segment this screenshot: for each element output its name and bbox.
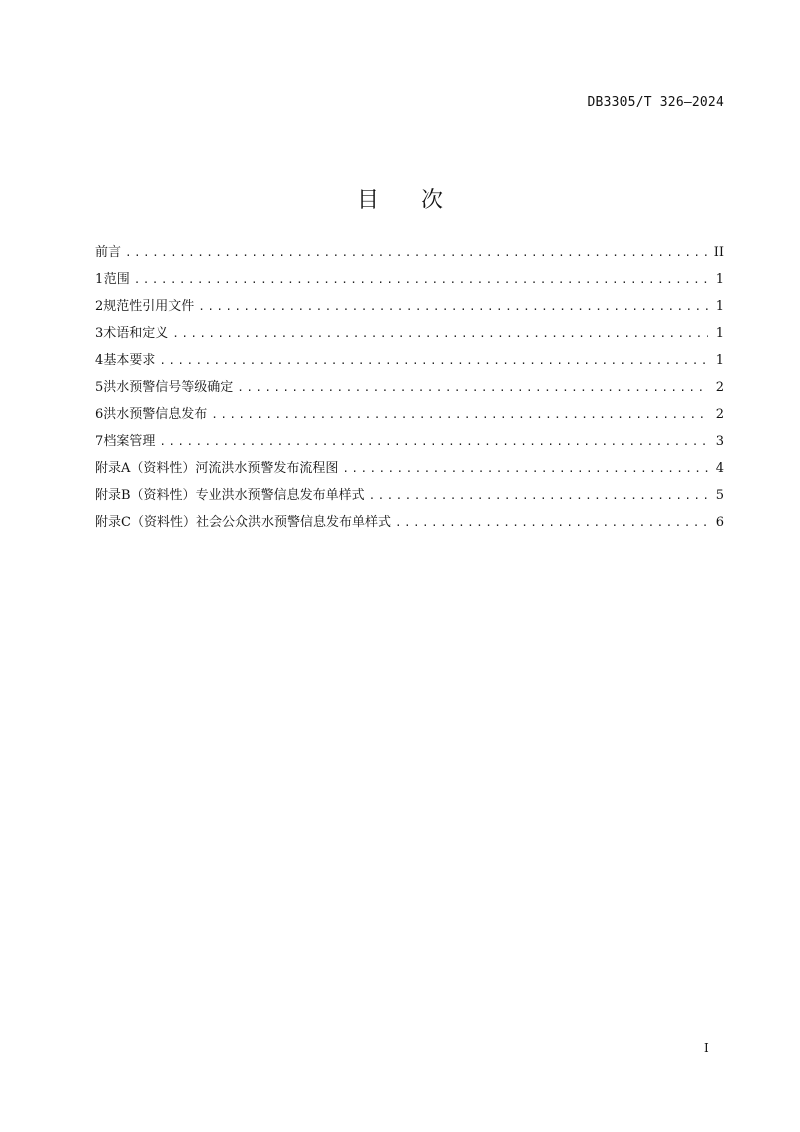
toc-entry-number: 2 [95, 299, 104, 314]
toc-dot-leader [342, 457, 708, 481]
toc-page-number: 1 [715, 272, 724, 287]
toc-dot-leader [125, 241, 708, 265]
toc-page-number: II [713, 245, 724, 260]
toc-entry-5[interactable] [95, 376, 724, 403]
toc-entry-appendix-b[interactable] [95, 484, 724, 511]
toc-dot-leader [172, 322, 708, 346]
toc-entry-number: 5 [95, 380, 104, 395]
footer-page-number: I [704, 1041, 709, 1055]
toc-appendix-label: 附录C（资料性） [95, 515, 196, 530]
toc-entry-7[interactable] [95, 430, 724, 457]
toc-entry-title: 基本要求 [103, 353, 156, 368]
toc-entry-2[interactable] [95, 295, 724, 322]
toc-appendix-label: 附录A（资料性） [95, 461, 196, 476]
toc-entry-title: 档案管理 [103, 434, 156, 449]
toc-entry-title: 术语和定义 [103, 326, 169, 341]
toc-entry-title: 河流洪水预警发布流程图 [195, 461, 339, 476]
toc-dot-leader [159, 349, 708, 373]
toc-entry-3[interactable] [95, 322, 724, 349]
toc-page-number: 4 [715, 461, 724, 476]
toc-appendix-label: 附录B（资料性） [95, 488, 196, 503]
toc-entry-number: 3 [95, 326, 104, 341]
toc-entry-number: 7 [95, 434, 104, 449]
toc-dot-leader [395, 511, 708, 535]
toc-dot-leader [211, 403, 708, 427]
toc-entry-appendix-c[interactable] [95, 511, 724, 538]
toc-entry-title: 前言 [95, 245, 122, 260]
toc-entry-appendix-a[interactable] [95, 457, 724, 484]
toc-page-number: 1 [715, 353, 724, 368]
toc-page-number: 2 [715, 380, 724, 395]
toc-entry-title: 洪水预警信号等级确定 [103, 380, 234, 395]
title-char-2: 次 [421, 187, 444, 213]
toc-page-number: 1 [715, 326, 724, 341]
toc-entry-4[interactable] [95, 349, 724, 376]
toc-entry-6[interactable] [95, 403, 724, 430]
toc-dot-leader [134, 268, 708, 292]
toc-dot-leader [198, 295, 708, 319]
toc-entry-foreword[interactable] [95, 241, 724, 268]
toc-entry-title: 社会公众洪水预警信息发布单样式 [195, 515, 391, 530]
toc-page-number: 1 [715, 299, 724, 314]
toc-dot-leader [159, 430, 708, 454]
toc-dot-leader [237, 376, 708, 400]
toc-entry-1[interactable] [95, 268, 724, 295]
toc-page-number: 6 [715, 515, 724, 530]
toc-dot-leader [369, 484, 708, 508]
toc-entry-number: 1 [95, 272, 104, 287]
toc-entry-title: 洪水预警信息发布 [103, 407, 208, 422]
toc-page-number: 3 [715, 434, 724, 449]
document-code: DB3305/T 326—2024 [587, 95, 724, 110]
table-of-contents [95, 241, 724, 538]
title-char-1: 目 [356, 187, 379, 213]
toc-entry-number: 6 [95, 407, 104, 422]
toc-entry-title: 专业洪水预警信息发布单样式 [195, 488, 365, 503]
toc-page-number: 2 [715, 407, 724, 422]
toc-entry-number: 4 [95, 353, 104, 368]
toc-page-number: 5 [715, 488, 724, 503]
toc-entry-title: 规范性引用文件 [103, 299, 195, 314]
page-title [0, 183, 800, 214]
toc-entry-title: 范围 [103, 272, 130, 287]
